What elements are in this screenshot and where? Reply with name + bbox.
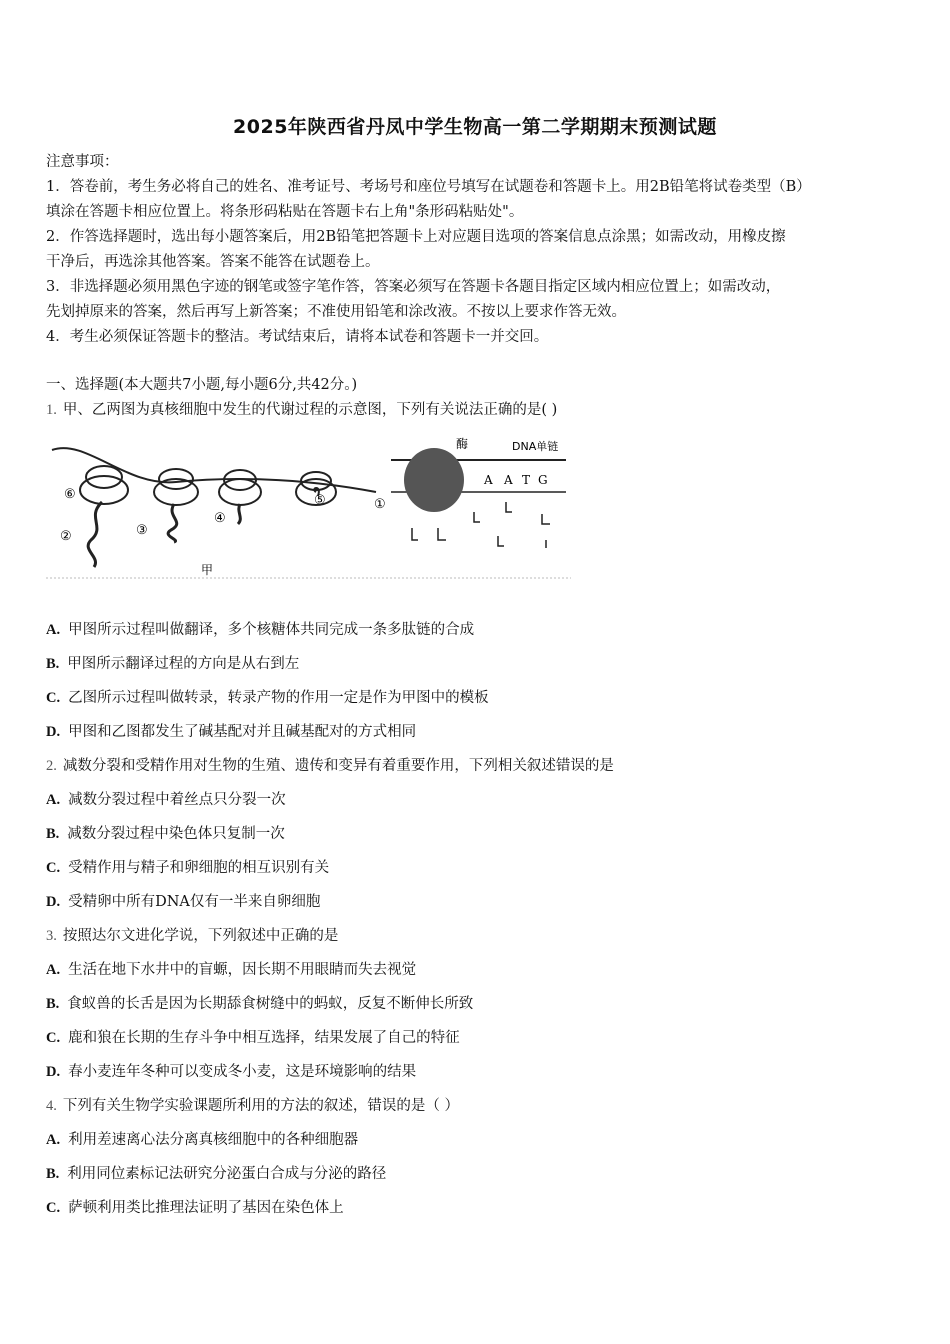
metabolism-figure [46,432,576,584]
figure-label: ③ [136,523,148,538]
notice-line: 干净后，再选涂其他答案。答案不能答在试题卷上。 [46,254,380,270]
question-stem: 2. 减数分裂和受精作用对生物的生殖、遗传和变异有着重要作用，下列相关叙述错误的是 [46,758,614,774]
option-d: D. 春小麦连年冬种可以变成冬小麦，这是环境影响的结果 [46,1064,417,1080]
question-text: 甲、乙两图为真核细胞中发生的代谢过程的示意图，下列有关说法正确的是( ) [62,402,558,418]
base-label: A [484,473,493,487]
figure-label: ⑤ [314,493,326,508]
question-number: 1. [46,402,57,418]
option-a: A. 利用差速离心法分离真核细胞中的各种细胞器 [46,1132,359,1148]
notice-line: 3．非选择题必须用黑色字迹的钢笔或签字笔作答，答案必须写在答题卡各题目指定区域内相应位置上；如需改动， [46,279,781,295]
notice-block [46,150,906,350]
figure-label: ② [60,529,72,544]
option-d: D. 受精卵中所有DNA仅有一半来自卵细胞 [46,894,321,910]
option-d: D. 甲图和乙图都发生了碱基配对并且碱基配对的方式相同 [46,724,417,740]
notice-line: 1．答卷前，考生务必将自己的姓名、准考证号、考场号和座位号填写在试题卷和答题卡上。用2B铅笔将试卷类型（B） [46,179,811,195]
option-c: C. 鹿和狼在长期的生存斗争中相互选择，结果发展了自己的特征 [46,1030,460,1046]
notice-line: 4．考生必须保证答题卡的整洁。考试结束后，请将本试卷和答题卡一并交回。 [46,329,549,345]
base-label: A [504,473,513,487]
mrna-strand [52,448,376,492]
option-a: A. 甲图所示过程叫做翻译，多个核糖体共同完成一条多肽链的合成 [46,622,475,638]
figure-label: ⑥ [64,487,76,502]
question-stem: 3. 按照达尔文进化学说，下列叙述中正确的是 [46,928,339,944]
notice-line: 先划掉原来的答案，然后再写上新答案；不准使用铅笔和涂改液。不按以上要求作答无效。 [46,304,626,320]
question-stem [46,399,557,421]
notice-line: 2．作答选择题时，选出每小题答案后，用2B铅笔把答题卡上对应题目选项的答案信息点涂黑；如需改动，用橡皮擦 [46,229,786,245]
option-c: C. 受精作用与精子和卵细胞的相互识别有关 [46,860,330,876]
polypeptide-chain [238,504,240,524]
figure-caption: 甲 [201,563,214,577]
ribosome [154,469,198,505]
ribosome [80,466,128,504]
option-b: B. 减数分裂过程中染色体只复制一次 [46,826,285,842]
option-b: B. 甲图所示翻译过程的方向是从右到左 [46,656,300,672]
polypeptide-chain [88,502,102,567]
figure-label: ① [374,497,386,512]
option-a: A. 减数分裂过程中着丝点只分裂一次 [46,792,286,808]
option-b: B. 食蚁兽的长舌是因为长期舔食树缝中的蚂蚁，反复不断伸长所致 [46,996,474,1012]
notice-heading: 注意事项： [46,154,119,170]
base-label: T [522,473,531,487]
option-b: B. 利用同位素标记法研究分泌蛋白合成与分泌的路径 [46,1166,387,1182]
notice-line: 填涂在答题卡相应位置上。将条形码粘贴在答题卡右上角"条形码粘贴处"。 [46,204,524,220]
base-label: G [538,473,548,487]
question-stem: 4. 下列有关生物学实验课题所利用的方法的叙述，错误的是（ ） [46,1098,459,1114]
option-c: C. 萨顿利用类比推理法证明了基因在染色体上 [46,1200,344,1216]
ribosome [219,470,261,505]
figure-svg [46,432,576,584]
enzyme-label: 酶 [456,437,469,451]
figure-label: ④ [214,511,226,526]
enzyme-blob [404,448,464,512]
page-title: 2025年陕西省丹凤中学生物高一第二学期期末预测试题 [233,116,717,138]
dna-label: DNA单链 [512,440,559,453]
polypeptide-chain [168,504,177,542]
section-heading: 一、选择题(本大题共7小题,每小题6分,共42分。) [46,377,358,393]
option-a: A. 生活在地下水井中的盲螈，因长期不用眼睛而失去视觉 [46,962,417,978]
option-c: C. 乙图所示过程叫做转录，转录产物的作用一定是作为甲图中的模板 [46,690,489,706]
